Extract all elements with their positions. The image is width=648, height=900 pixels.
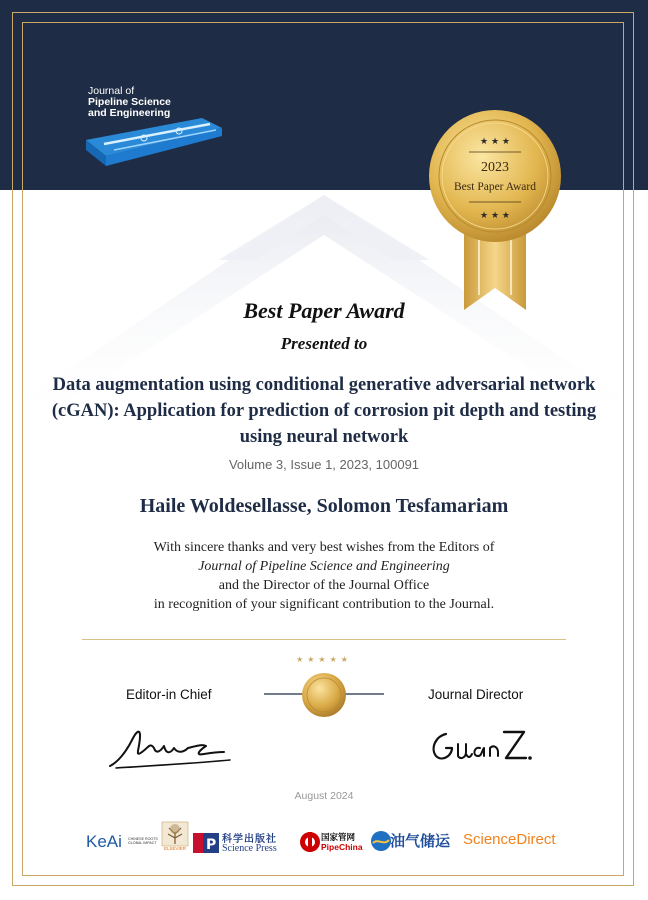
journal-director-title: Journal Director [428,687,524,702]
logo-line-2: Pipeline Science [88,96,171,108]
paper-title: Data augmentation using conditional generative adversarial network (cGAN): Application for prediction of corrosion pit depth and testing using neural network [51,375,597,447]
keai-logo: KeAi [86,832,122,851]
authors: Haile Woldesellasse, Solomon Tesfamariam [139,495,509,517]
pipechina-cn: 国家管网 [321,832,356,842]
center-seal [260,652,388,722]
keai-tagline: CHINESE ROOTS GLOBAL IMPACT [128,837,158,845]
thanks-line: and the Director of the Journal Office [218,578,430,593]
thanks-line: in recognition of your significant contribution to the Journal. [153,597,495,612]
science-press-cn: 科学出版社 [222,834,277,845]
volume-info: Volume 3, Issue 1, 2023, 100091 [228,457,420,472]
award-date: August 2024 [294,790,354,802]
award-medal [424,110,566,320]
presented-to: Presented to [280,334,368,353]
pipechina-en: PipeChina [321,842,363,852]
editor-signature [106,722,236,774]
award-title: Best Paper Award [243,298,405,323]
svg-text:P: P [206,837,217,853]
divider [82,639,566,640]
medal-label: Best Paper Award [454,181,536,193]
science-press-en: Science Press [222,843,277,854]
medal-year: 2023 [481,160,509,175]
journal-name: Journal of Pipeline Science and Engineering [198,559,450,574]
oilgas-storage-wordmark: 油气储运 [390,834,451,850]
editor-in-chief-title: Editor-in Chief [126,687,212,702]
svg-text:★ ★ ★: ★ ★ ★ [480,137,510,147]
pipeline-icon [84,114,224,168]
medal-graphic [424,110,566,320]
elsevier-wordmark: ELSEVIER [163,846,186,851]
logo-line-1: Journal of [88,85,135,97]
thanks-line: With sincere thanks and very best wishes from the Editors of [153,540,495,555]
svg-text:★ ★ ★: ★ ★ ★ [480,211,510,221]
journal-logo [84,86,224,170]
logo-line-3: and Engineering [88,107,171,119]
director-signature [428,724,538,770]
sciencedirect-logo: ScienceDirect [463,831,556,848]
svg-text:★★★★★: ★★★★★ [296,655,352,664]
